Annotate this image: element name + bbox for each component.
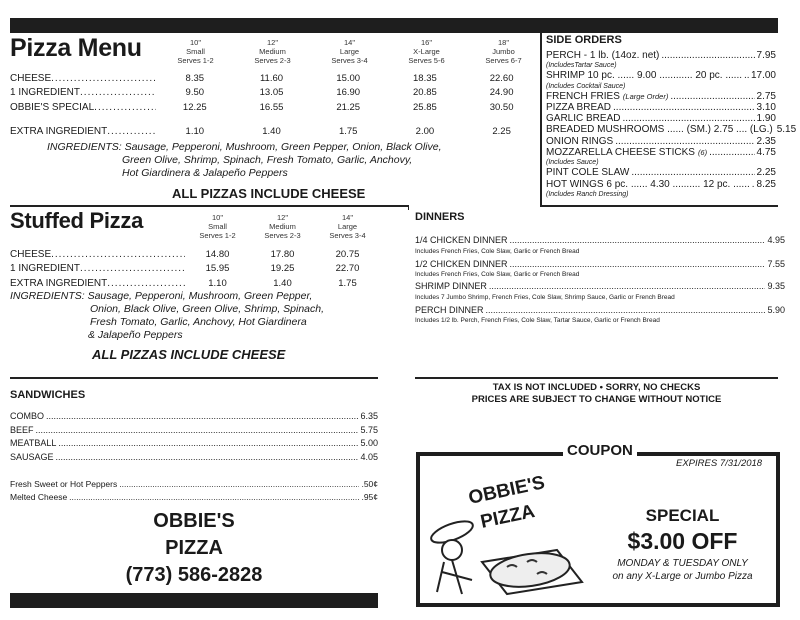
size-inch: 12" <box>276 213 288 222</box>
dot-leader <box>51 73 156 84</box>
phone-number: (773) 586-2828 <box>125 564 263 586</box>
size-inch: 10" <box>211 213 223 222</box>
dot-leader <box>107 278 185 289</box>
menu-item <box>546 147 776 158</box>
menu-item <box>546 70 776 81</box>
ingredients-line: Onion, Black Olive, Green Olive, Shrimp, Spinach, <box>90 303 325 315</box>
row-label: OBBIE'S SPECIAL <box>10 101 95 113</box>
dot-leader <box>709 147 754 158</box>
item-label: GARLIC BREAD <box>546 113 621 125</box>
pizza-size-headers <box>157 38 542 65</box>
item-price: 4.75 <box>756 147 776 159</box>
price: 17.80 <box>270 248 295 260</box>
item-price: 2.75 <box>756 90 776 102</box>
price: 1.10 <box>208 277 227 289</box>
price-row <box>10 125 540 140</box>
item-note: (Includes Ranch Dressing) <box>546 190 629 198</box>
divider <box>415 377 778 379</box>
dot-leader <box>56 451 359 465</box>
item-size-note: (Large Order) <box>622 91 669 101</box>
size-name: Jumbo <box>492 47 515 56</box>
dot-leader <box>622 113 754 124</box>
size-serves: Serves 3-4 <box>329 231 366 240</box>
item-label: SHRIMP 10 pc. ...... 9.00 ............ 20 pc. ...... <box>546 70 743 82</box>
item-price: 2.25 <box>756 167 776 179</box>
price: 2.25 <box>492 126 511 138</box>
dot-leader <box>36 424 359 438</box>
item-price: .50¢ <box>361 479 378 489</box>
chef-logo-icon <box>422 462 587 602</box>
price: 1.75 <box>338 126 358 138</box>
price: 8.35 <box>185 72 205 84</box>
size-name: Medium <box>259 47 286 56</box>
notice-line: PRICES ARE SUBJECT TO CHANGE WITHOUT NOTICE <box>471 394 722 405</box>
item-price: 9.35 <box>767 281 785 291</box>
stuffed-ingredients <box>10 290 324 342</box>
size-header <box>315 213 380 240</box>
dot-leader <box>119 478 359 491</box>
price: 1.40 <box>262 126 281 138</box>
item-label: Melted Cheese <box>10 492 68 502</box>
price: 11.60 <box>259 72 284 84</box>
divider <box>10 205 408 207</box>
size-name: X-Large <box>413 47 440 56</box>
stuffed-price-table <box>10 247 390 291</box>
dot-leader <box>631 167 754 178</box>
size-inch: 14" <box>343 38 355 47</box>
menu-item <box>10 410 378 424</box>
menu-item <box>546 124 797 136</box>
size-header <box>185 213 250 240</box>
svg-text:OBBIE'S: OBBIE'S <box>466 472 547 509</box>
coupon-offer <box>590 505 775 583</box>
dot-leader <box>613 102 755 113</box>
item-price: 3.10 <box>756 101 776 113</box>
price: 13.05 <box>259 87 284 99</box>
item-price: 7.55 <box>767 259 785 269</box>
ingredients-line: Hot Giardinera & Jalapeño Peppers <box>122 167 288 179</box>
price: 24.90 <box>489 87 514 99</box>
price: 20.85 <box>413 87 437 99</box>
price: 18.35 <box>413 72 437 84</box>
price: 16.55 <box>259 101 284 113</box>
item-note: Includes 7 Jumbo Shrimp, French Fries, Cole Slaw, Shrimp Sauce, Garlic or French Bread <box>415 294 675 301</box>
price: 15.00 <box>336 72 361 84</box>
dot-leader <box>615 136 754 147</box>
dot-leader <box>107 126 156 137</box>
dot-leader <box>744 70 749 81</box>
item-price: 8.25 <box>756 178 776 190</box>
row-label-leader <box>10 249 185 260</box>
item-label: MOZZARELLA CHEESE STICKS <box>546 147 695 159</box>
row-label-leader <box>10 102 156 113</box>
coupon-special: SPECIAL <box>645 506 720 525</box>
dot-leader <box>80 263 185 274</box>
top-bar <box>10 18 778 33</box>
row-label-leader <box>10 87 156 98</box>
size-header <box>250 213 315 240</box>
coupon-condition: on any X-Large or Jumbo Pizza <box>612 571 753 582</box>
menu-item <box>546 136 776 147</box>
size-name: Small <box>186 47 205 56</box>
pizza-cheese-note: ALL PIZZAS INCLUDE CHEESE <box>172 186 366 201</box>
ingredients-line: INGREDIENTS: Sausage, Pepperoni, Mushroom, Green Pepper, Onion, Black Olive, <box>47 141 442 153</box>
price: 22.70 <box>335 263 360 275</box>
price-row <box>10 86 540 101</box>
dot-leader <box>510 258 766 270</box>
pizza-price-table <box>10 71 540 139</box>
size-inch: 10" <box>189 38 201 47</box>
brand-name: OBBIE'S <box>153 510 235 532</box>
ingredients-line: Fresh Tomato, Garlic, Anchovy, Hot Giardinera <box>90 316 307 328</box>
item-label: BEEF <box>10 424 34 435</box>
item-label: HOT WINGS 6 pc. ...... 4.30 .......... 12 pc. ...... <box>546 178 750 190</box>
ingredients-line: INGREDIENTS: Sausage, Pepperoni, Mushroom, Green Pepper, <box>10 290 313 302</box>
menu-item <box>415 234 785 246</box>
item-price: 2.35 <box>756 135 776 147</box>
coupon-days: MONDAY & TUESDAY ONLY <box>617 558 748 569</box>
row-label: 1 INGREDIENT <box>10 263 81 275</box>
sandwiches-list <box>10 410 378 464</box>
price-row <box>10 276 390 291</box>
item-label: BREADED MUSHROOMS ...... (SM.) 2.75 .... (LG.) <box>546 124 773 136</box>
sandwich-extras-list <box>10 478 378 504</box>
price: 2.00 <box>415 126 435 138</box>
row-label: EXTRA INGREDIENT <box>10 277 108 289</box>
brand-name: PIZZA <box>165 537 223 559</box>
size-serves: Serves 2-3 <box>254 56 291 65</box>
price: 14.80 <box>205 248 230 260</box>
menu-item <box>415 258 785 270</box>
divider <box>408 205 409 210</box>
dot-leader <box>661 50 754 61</box>
price: 15.95 <box>205 263 230 275</box>
menu-item <box>546 102 776 113</box>
price: 22.60 <box>489 72 514 84</box>
dot-leader <box>80 87 156 98</box>
price: 12.25 <box>182 101 207 113</box>
size-header <box>157 38 234 65</box>
stuffed-size-headers <box>185 213 380 240</box>
pizza-ingredients <box>47 141 442 180</box>
size-name: Large <box>339 47 360 56</box>
side-orders-list <box>546 50 797 199</box>
pizza-menu-title: Pizza Menu <box>10 34 142 62</box>
price: 1.75 <box>338 277 357 289</box>
row-label: EXTRA INGREDIENT <box>10 126 108 138</box>
dot-leader <box>510 234 766 246</box>
size-header <box>311 38 388 65</box>
size-serves: Serves 6-7 <box>485 56 522 65</box>
item-price: 5.15 <box>776 124 797 136</box>
price: 30.50 <box>489 101 514 113</box>
notice-line: TAX IS NOT INCLUDED • SORRY, NO CHECKS <box>492 382 701 393</box>
dot-leader <box>489 280 766 292</box>
row-label: 1 INGREDIENT <box>10 87 81 99</box>
item-note: Includes 1/2 lb. Perch, French Fries, Cole Slaw, Tartar Sauce, Garlic or French Bread <box>415 317 660 324</box>
menu-item <box>546 91 776 102</box>
size-header <box>234 38 311 65</box>
dot-leader <box>486 304 766 316</box>
price-row <box>10 71 540 86</box>
menu-item <box>10 478 378 491</box>
item-note: Includes French Fries, Cole Slaw, Garlic or French Bread <box>415 248 580 255</box>
item-price: 4.05 <box>360 451 378 462</box>
menu-item <box>10 491 378 504</box>
price: 19.25 <box>270 263 295 275</box>
item-price: 7.95 <box>756 50 776 61</box>
item-label: 1/2 CHICKEN DINNER <box>415 259 508 269</box>
item-label: ONION RINGS <box>546 135 614 147</box>
size-name: Large <box>337 222 358 231</box>
item-label: Fresh Sweet or Hot Peppers <box>10 479 118 489</box>
item-price: 5.75 <box>360 424 378 435</box>
size-inch: 16" <box>420 38 432 47</box>
size-name: Small <box>208 222 227 231</box>
size-name: Medium <box>269 222 296 231</box>
size-serves: Serves 2-3 <box>264 231 301 240</box>
brand-block <box>10 508 378 589</box>
item-label: PINT COLE SLAW <box>546 167 630 179</box>
row-label: CHEESE <box>10 248 52 260</box>
price: 1.10 <box>185 126 205 138</box>
price: 21.25 <box>336 101 361 113</box>
item-size-note: (6) <box>697 148 708 158</box>
notice <box>415 382 778 406</box>
dot-leader <box>69 491 359 504</box>
row-label-leader <box>10 73 156 84</box>
menu-item <box>546 50 776 61</box>
side-orders-title: SIDE ORDERS <box>546 34 622 46</box>
sandwiches-title: SANDWICHES <box>10 389 86 401</box>
size-inch: 18" <box>497 38 509 47</box>
price: 9.50 <box>185 87 205 99</box>
stuffed-cheese-note: ALL PIZZAS INCLUDE CHEESE <box>92 347 286 362</box>
row-label-leader <box>10 278 185 289</box>
divider <box>10 377 378 379</box>
item-note: Includes French Fries, Cole Slaw, Garlic or French Bread <box>415 271 580 278</box>
size-serves: Serves 5-6 <box>408 56 445 65</box>
menu-item <box>10 437 378 451</box>
dot-leader <box>670 91 754 102</box>
item-price: 5.00 <box>360 438 378 448</box>
dot-leader <box>46 410 358 424</box>
row-label-leader <box>10 263 185 274</box>
item-price: .95¢ <box>361 492 378 502</box>
item-note: (Includes Sauce) <box>546 159 599 167</box>
size-header <box>465 38 542 65</box>
size-inch: 14" <box>341 213 353 222</box>
item-label: PIZZA BREAD <box>546 101 612 113</box>
item-label: 1/4 CHICKEN DINNER <box>415 235 508 245</box>
item-price: 17.00 <box>750 70 776 82</box>
menu-item <box>10 451 378 465</box>
item-label: COMBO <box>10 411 45 421</box>
menu-item <box>546 179 776 190</box>
dot-leader <box>752 179 755 190</box>
stuffed-pizza-title: Stuffed Pizza <box>10 208 143 233</box>
item-label: PERCH - 1 lb. (14oz. net) <box>546 50 660 61</box>
item-label: SHRIMP DINNER <box>415 281 487 291</box>
menu-item <box>415 304 785 316</box>
item-label: SAUSAGE <box>10 451 54 462</box>
dinners-list <box>415 234 785 326</box>
dinners-title: DINNERS <box>415 211 465 223</box>
menu-item <box>546 167 776 178</box>
size-serves: Serves 3-4 <box>331 56 368 65</box>
menu-item <box>546 113 776 124</box>
item-price: 4.95 <box>767 235 785 245</box>
ingredients-line: Green Olive, Shrimp, Spinach, Fresh Tomato, Garlic, Anchovy, <box>122 154 413 166</box>
row-label: CHEESE <box>10 72 52 84</box>
dot-leader <box>51 249 185 260</box>
size-serves: Serves 1-2 <box>177 56 214 65</box>
bottom-bar <box>10 593 378 608</box>
item-note: (Includes Cocktail Sauce) <box>546 82 626 90</box>
menu-item <box>10 424 378 438</box>
coupon-discount: $3.00 OFF <box>627 528 738 554</box>
svg-text:PIZZA: PIZZA <box>478 500 537 533</box>
dot-leader <box>94 102 156 113</box>
size-inch: 12" <box>266 38 278 47</box>
price-row <box>10 262 390 277</box>
item-price: 6.35 <box>360 411 378 421</box>
size-header <box>388 38 465 65</box>
price: 16.90 <box>336 87 361 99</box>
ingredients-line: & Jalapeño Peppers <box>88 329 183 341</box>
price: 25.85 <box>413 101 437 113</box>
price-row <box>10 247 390 262</box>
item-label: FRENCH FRIES <box>546 90 620 102</box>
item-note: (IncludesTartar Sauce) <box>546 62 617 70</box>
size-serves: Serves 1-2 <box>199 231 236 240</box>
item-label: MEATBALL <box>10 438 57 448</box>
price-row <box>10 100 540 115</box>
item-price: 5.90 <box>767 305 785 315</box>
coupon-expires: EXPIRES 7/31/2018 <box>676 458 763 469</box>
price: 20.75 <box>335 248 360 260</box>
item-price: 1.90 <box>756 113 776 125</box>
price: 1.40 <box>273 277 292 289</box>
coupon-title: COUPON <box>563 442 637 459</box>
row-label-leader <box>10 126 156 137</box>
dot-leader <box>58 437 358 451</box>
menu-item <box>415 280 785 292</box>
item-label: PERCH DINNER <box>415 305 484 315</box>
